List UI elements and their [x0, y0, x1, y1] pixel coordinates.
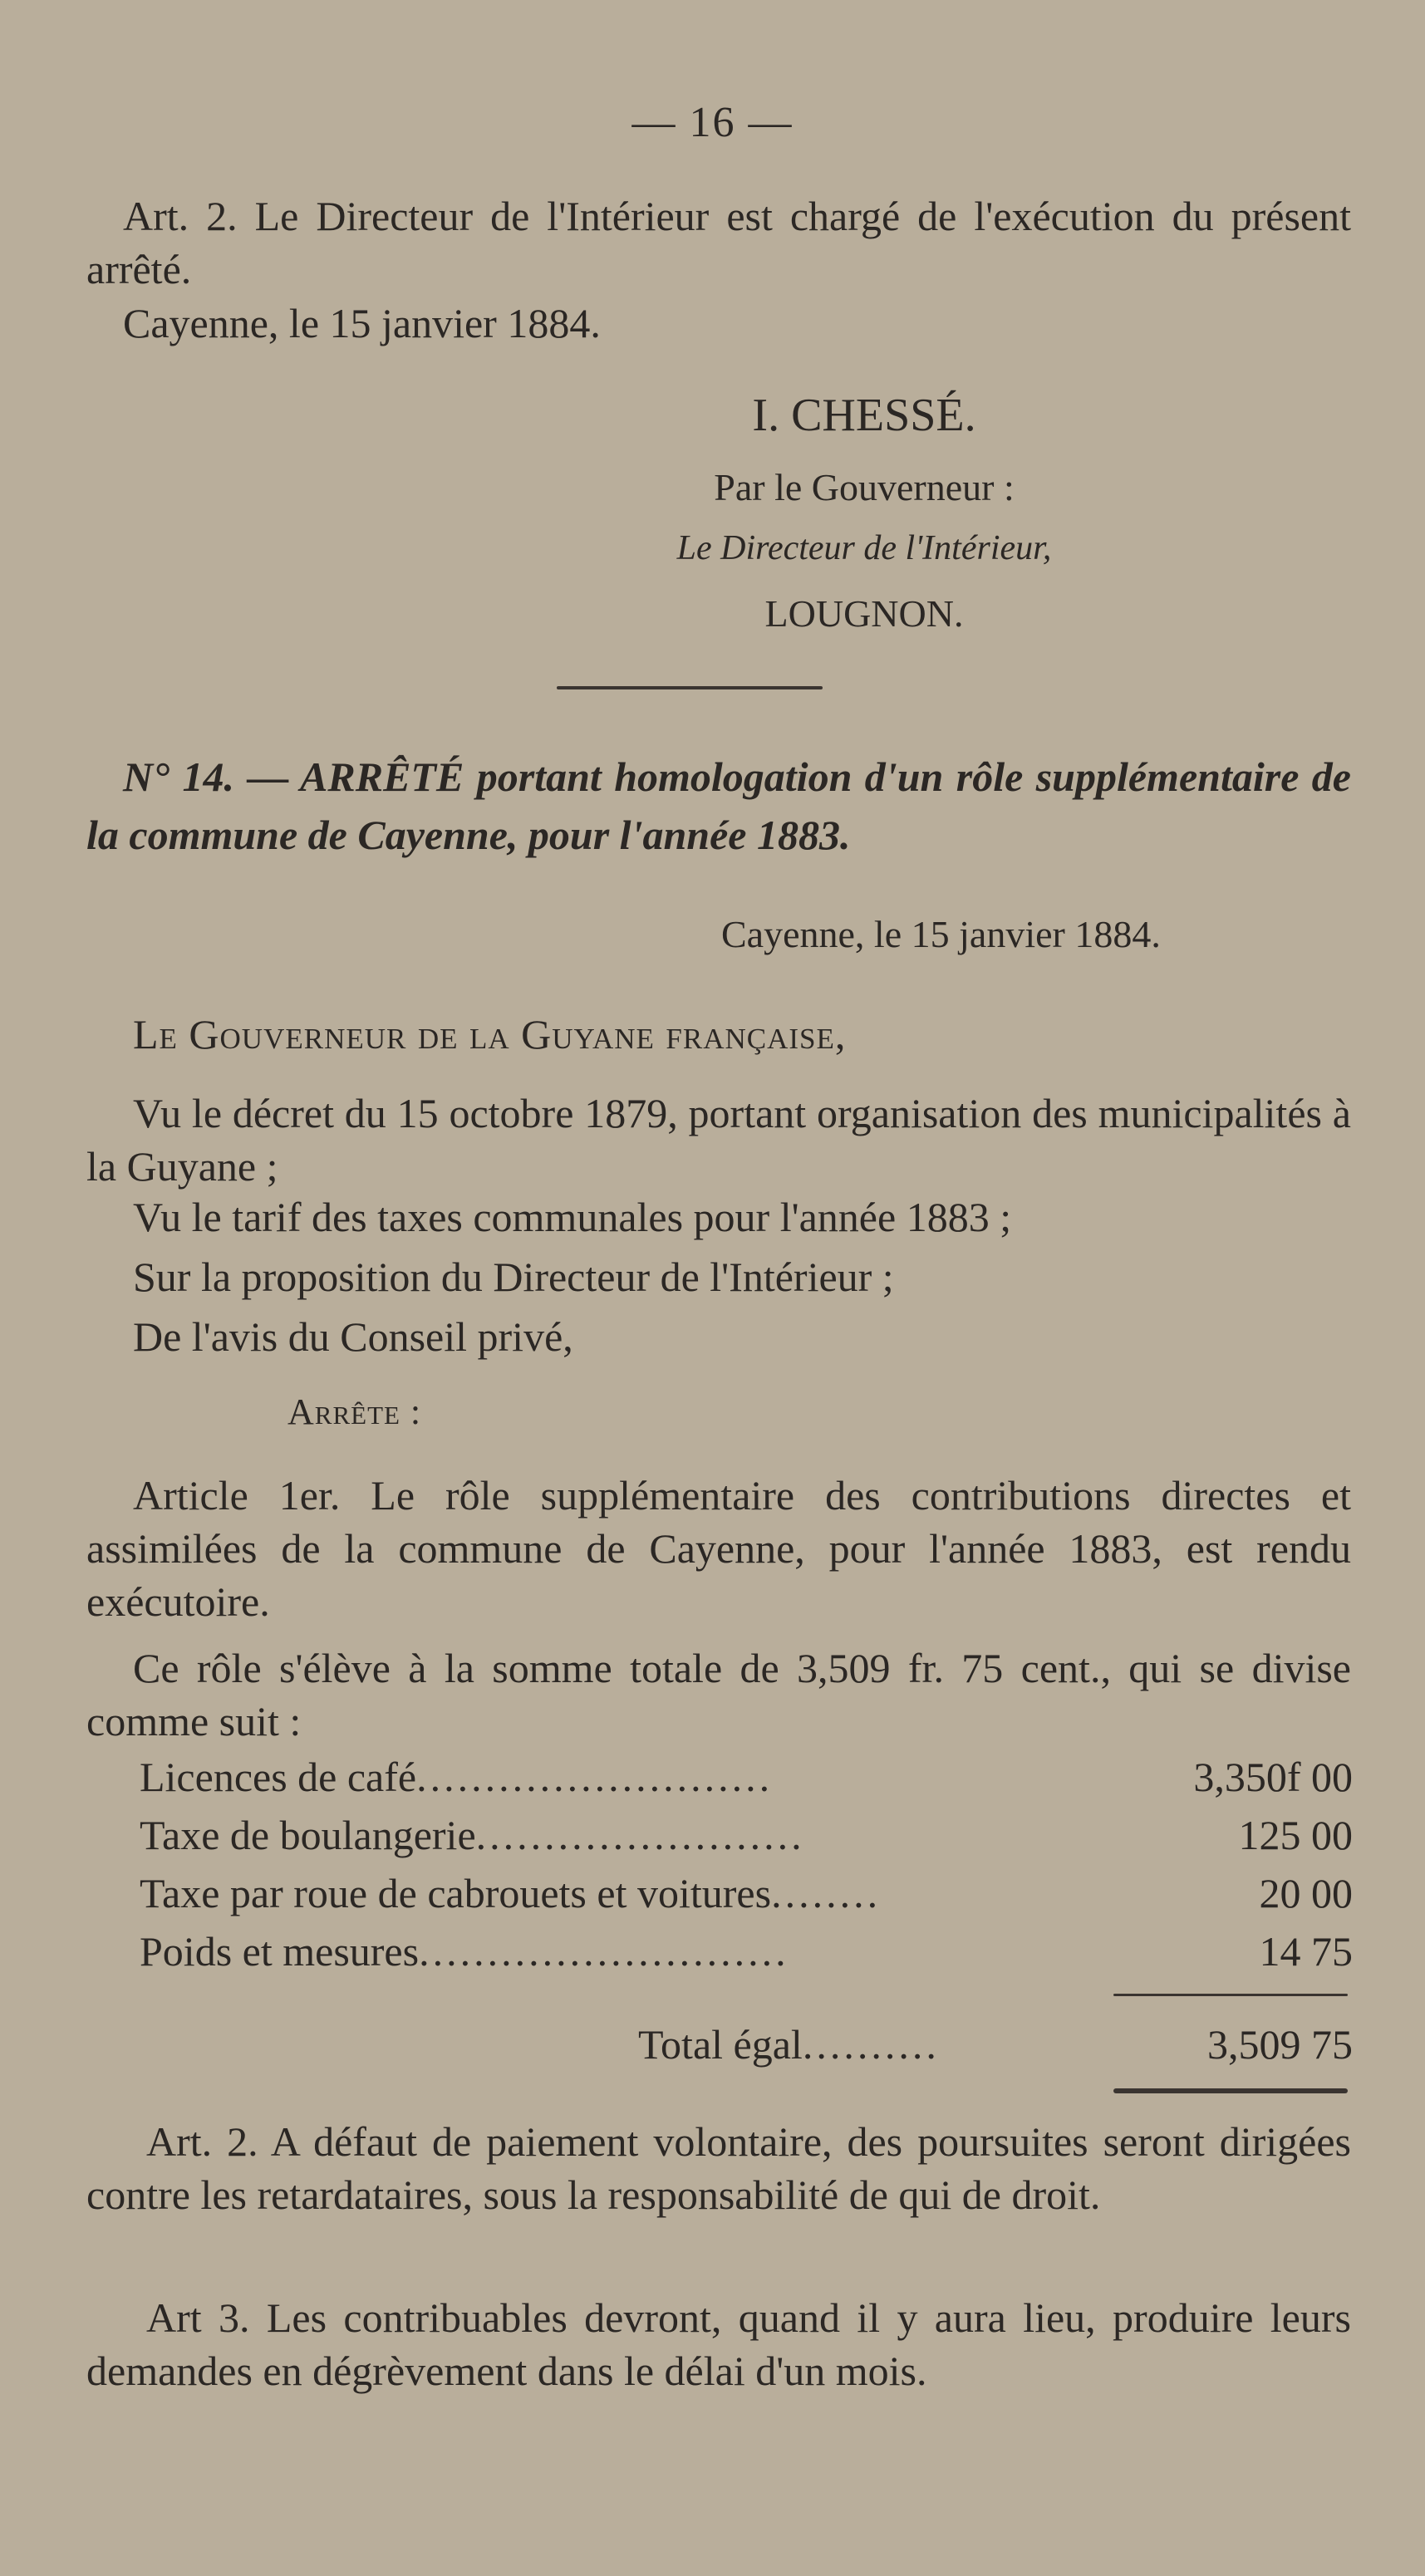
- art2-previous-decree: Art. 2. Le Directeur de l'Intérieur est chargé de l'exécution du présent arrêté.: [86, 193, 1351, 292]
- total-amount: 3,509 75: [1207, 2021, 1353, 2068]
- row-label: Poids et mesures: [140, 1928, 420, 1975]
- consideration-4: De l'avis du Conseil privé,: [133, 1313, 573, 1360]
- section-divider: [557, 686, 823, 689]
- table-row: [140, 1927, 1353, 1980]
- consideration-3: Sur la proposition du Directeur de l'Intérieur ;: [133, 1254, 894, 1300]
- signature-title: Le Directeur de l'Intérieur,: [676, 529, 1052, 567]
- row-leaders: ........: [771, 1870, 882, 1916]
- row-leaders: ...........................: [419, 1928, 789, 1975]
- place-date-1: Cayenne, le 15 janvier 1884.: [123, 300, 601, 346]
- table-row: [140, 1811, 1353, 1864]
- total-sentence: Ce rôle s'élève à la somme totale de 3,509 fr. 75 cent., qui se divise comme suit :: [86, 1645, 1351, 1744]
- table-row: [140, 1753, 1353, 1806]
- row-label: Taxe par roue de cabrouets et voitures: [140, 1870, 772, 1916]
- total-row: [140, 2020, 1353, 2073]
- decree-heading: N° 14. — ARRÊTÉ portant homologation d'un rôle supplémentaire de la commune de Cayenne, pour l'année 1883.: [86, 753, 1351, 858]
- consideration-2: Vu le tarif des taxes communales pour l'année 1883 ;: [133, 1194, 1012, 1240]
- signature-name2: LOUGNON.: [764, 592, 964, 635]
- article-2: Art. 2. A défaut de paiement volontaire, des poursuites seront dirigées contre les retardataires, sous la responsabilité de qui de droit.: [86, 2118, 1351, 2218]
- total-leaders: ..........: [802, 2021, 940, 2068]
- place-date-2: Cayenne, le 15 janvier 1884.: [721, 913, 1161, 955]
- row-amount: 125 00: [1238, 1812, 1353, 1858]
- page-number: — 16 —: [631, 99, 794, 146]
- consideration-1: Vu le décret du 15 octobre 1879, portant organisation des municipalités à la Guyane ;: [86, 1090, 1351, 1190]
- row-amount: 14 75: [1259, 1928, 1353, 1975]
- row-amount: 20 00: [1259, 1870, 1353, 1916]
- table-row: [140, 1869, 1353, 1922]
- arrete-label: Arrête :: [287, 1391, 422, 1432]
- row-label: Taxe de boulangerie: [140, 1812, 476, 1858]
- article-1: Article 1er. Le rôle supplémentaire des contributions directes et assimilées de la commune de Cayenne, pour l'année 1883, est rendu exécutoire.: [86, 1472, 1351, 1625]
- governor-line: Le Gouverneur de la Guyane française,: [133, 1011, 847, 1057]
- total-label: Total égal: [638, 2021, 803, 2068]
- signature-by: Par le Gouverneur :: [714, 466, 1015, 508]
- row-leaders: ..........................: [416, 1754, 774, 1800]
- article-3: Art 3. Les contribuables devront, quand il y aura lieu, produire leurs demandes en dégrèvement dans le délai d'un mois.: [86, 2294, 1351, 2394]
- signature-name: I. CHESSÉ.: [752, 390, 976, 441]
- total-rule-top: [1113, 1994, 1348, 1996]
- row-leaders: ........................: [475, 1812, 805, 1858]
- row-label: Licences de café: [140, 1754, 417, 1800]
- row-amount: 3,350f 00: [1193, 1754, 1353, 1800]
- total-rule-bottom: [1113, 2088, 1348, 2093]
